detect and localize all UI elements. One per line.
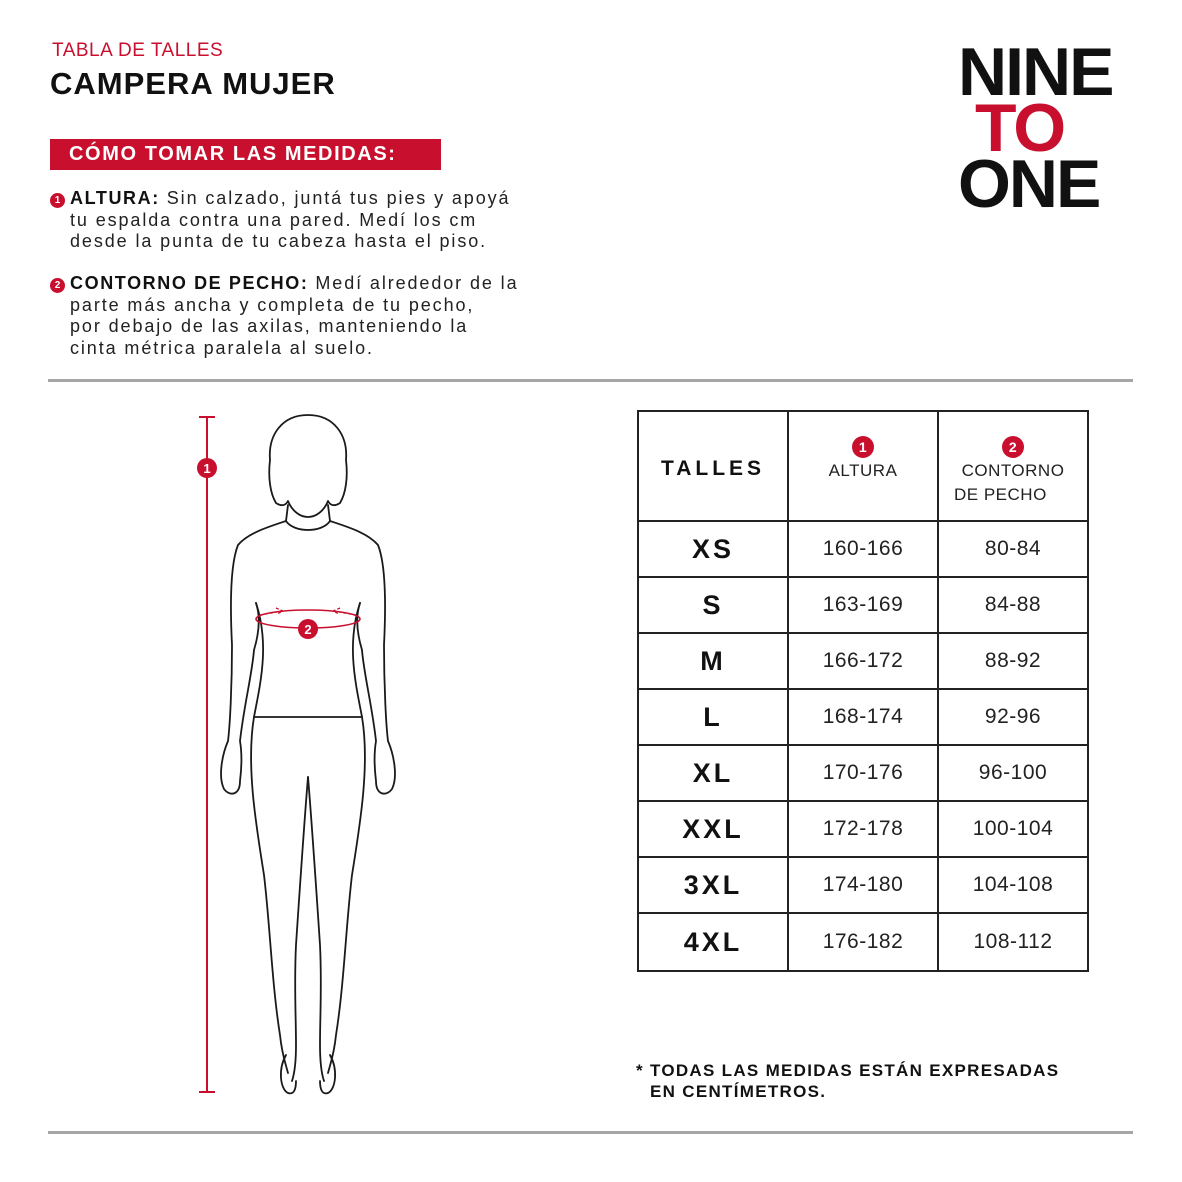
dimension-line-icon: [199, 417, 215, 1092]
logo-line-one: ONE: [958, 146, 1100, 222]
table-header-row: [638, 411, 1088, 521]
pecho-cell: 104-108: [938, 857, 1088, 913]
instruction-altura-line2: tu espalda contra una pared. Medí los cm: [70, 209, 478, 230]
units-note-line1: * TODAS LAS MEDIDAS ESTÁN EXPRESADAS: [636, 1061, 1060, 1080]
page-subtitle: TABLA DE TALLES: [52, 40, 224, 61]
units-note-line2: EN CENTÍMETROS.: [650, 1082, 827, 1101]
logo-line-to: TO: [975, 90, 1065, 166]
pecho-cell: 80-84: [938, 521, 1088, 577]
header-pecho-badge: 2: [1002, 436, 1024, 458]
step-1-badge: 1: [50, 193, 65, 208]
header-pecho: [938, 411, 1088, 521]
altura-cell: 176-182: [788, 913, 938, 971]
header-altura-label: ALTURA: [828, 461, 898, 480]
instruction-pecho-line3: por debajo de las axilas, manteniendo la: [70, 316, 469, 336]
chest-marker-label: 2: [304, 622, 312, 637]
altura-cell: 166-172: [788, 633, 938, 689]
units-note: [636, 1060, 1059, 1102]
instruction-pecho-line4: cinta métrica paralela al suelo.: [70, 337, 374, 358]
height-marker-label: 1: [203, 461, 211, 476]
size-cell: XL: [638, 745, 788, 801]
table-row: [638, 521, 1088, 577]
header-altura: [788, 411, 938, 521]
pecho-cell: 100-104: [938, 801, 1088, 857]
divider-bottom: [48, 1131, 1133, 1134]
table-row: [638, 745, 1088, 801]
logo-line-nine: NINE: [958, 34, 1113, 110]
table-row: [638, 857, 1088, 913]
instruction-pecho-term: CONTORNO DE PECHO:: [70, 273, 309, 293]
altura-cell: 174-180: [788, 857, 938, 913]
pecho-cell: 108-112: [938, 913, 1088, 971]
instruction-altura-line3: desde la punta de tu cabeza hasta el piso.: [70, 231, 488, 251]
instruction-altura-term: ALTURA:: [70, 188, 160, 208]
instruction-pecho-line1: Medí alrededor de la: [308, 273, 519, 293]
size-cell: M: [638, 633, 788, 689]
instruction-altura: [70, 188, 610, 253]
size-table: [637, 410, 1089, 972]
header-pecho-label-1: CONTORNO: [961, 461, 1065, 480]
header-pecho-label-2: DE PECHO: [954, 485, 1047, 504]
size-cell: S: [638, 577, 788, 633]
instruction-pecho-line2: parte más ancha y completa de tu pecho,: [70, 294, 475, 315]
instruction-altura-line1: Sin calzado, juntá tus pies y apoyá: [159, 188, 511, 208]
divider-top: [48, 379, 1133, 382]
table-row: [638, 689, 1088, 745]
instructions-banner: [50, 139, 441, 170]
table-row: [638, 913, 1088, 971]
instructions-banner-text: CÓMO TOMAR LAS MEDIDAS:: [69, 143, 397, 165]
altura-cell: 172-178: [788, 801, 938, 857]
size-cell: 4XL: [638, 913, 788, 971]
page-title: CAMPERA MUJER: [50, 66, 336, 101]
table-row: [638, 801, 1088, 857]
pecho-cell: 96-100: [938, 745, 1088, 801]
size-cell: XS: [638, 521, 788, 577]
silhouette-outline-icon: [221, 415, 395, 1093]
altura-cell: 168-174: [788, 689, 938, 745]
silhouette-figure: [190, 405, 420, 1105]
altura-cell: 163-169: [788, 577, 938, 633]
altura-cell: 160-166: [788, 521, 938, 577]
header-altura-badge: 1: [852, 436, 874, 458]
size-cell: 3XL: [638, 857, 788, 913]
altura-cell: 170-176: [788, 745, 938, 801]
size-cell: XXL: [638, 801, 788, 857]
step-2-badge: 2: [50, 278, 65, 293]
size-cell: L: [638, 689, 788, 745]
table-row: [638, 633, 1088, 689]
instruction-pecho: [70, 273, 610, 359]
header-talles: TALLES: [638, 411, 788, 521]
pecho-cell: 92-96: [938, 689, 1088, 745]
pecho-cell: 84-88: [938, 577, 1088, 633]
table-row: [638, 577, 1088, 633]
pecho-cell: 88-92: [938, 633, 1088, 689]
